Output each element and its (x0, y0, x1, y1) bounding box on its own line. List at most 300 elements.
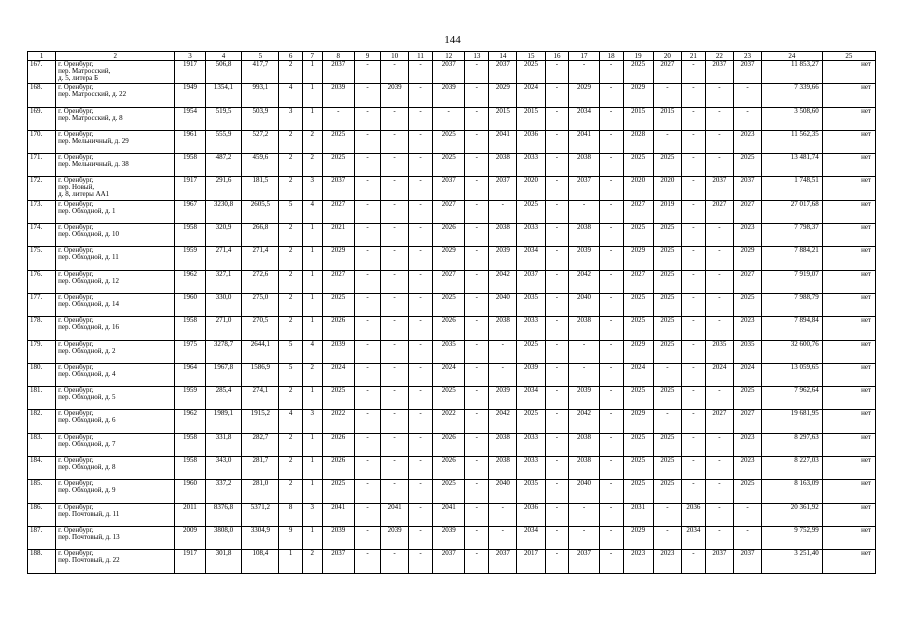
table-cell: 1 (303, 317, 322, 340)
table-cell: - (599, 363, 623, 386)
table-cell: - (409, 387, 433, 410)
table-cell: нет (822, 154, 875, 177)
table-cell: 291,6 (205, 177, 242, 200)
table-cell: 2038 (569, 433, 599, 456)
table-cell: 2025 (653, 293, 681, 316)
table-cell: г. Оренбург, пер. Обходной, д. 4 (56, 363, 175, 386)
table-cell: 3 508,60 (762, 107, 823, 130)
table-cell: - (409, 200, 433, 223)
table-cell: 2039 (322, 340, 354, 363)
table-cell: - (599, 503, 623, 526)
table-cell: 2605,5 (242, 200, 279, 223)
table-cell: 2037 (489, 177, 517, 200)
table-cell: 7 894,84 (762, 317, 823, 340)
table-cell: 5 (279, 363, 303, 386)
table-cell: - (653, 363, 681, 386)
table-cell: 2023 (623, 550, 653, 573)
table-cell: - (545, 317, 569, 340)
table-cell: нет (822, 224, 875, 247)
column-header: 23 (733, 52, 761, 61)
table-cell: нет (822, 433, 875, 456)
table-cell: - (355, 387, 381, 410)
table-cell: 2015 (517, 107, 545, 130)
table-cell: - (489, 200, 517, 223)
table-cell: 2038 (489, 457, 517, 480)
table-cell: - (705, 293, 733, 316)
table-row (28, 154, 876, 177)
table-cell: 2015 (623, 107, 653, 130)
table-cell: 2024 (322, 363, 354, 386)
table-cell: - (355, 84, 381, 107)
table-row (28, 387, 876, 410)
table-cell: - (380, 387, 408, 410)
table-cell: г. Оренбург, пер. Обходной, д. 7 (56, 433, 175, 456)
table-cell: 2029 (733, 247, 761, 270)
table-cell: 2039 (489, 247, 517, 270)
table-cell: 2020 (623, 177, 653, 200)
table-cell: 2022 (322, 410, 354, 433)
table-cell: - (380, 550, 408, 573)
table-cell: 2025 (517, 61, 545, 84)
table-cell: г. Оренбург, пер. Обходной, д. 1 (56, 200, 175, 223)
table-cell: - (380, 247, 408, 270)
table-cell: 527,2 (242, 130, 279, 153)
table-cell: 271,0 (205, 317, 242, 340)
table-cell: - (380, 433, 408, 456)
table-cell: нет (822, 247, 875, 270)
table-cell: г. Оренбург, пер. Обходной, д. 12 (56, 270, 175, 293)
table-cell: 2025 (623, 293, 653, 316)
table-cell: 2037 (432, 61, 464, 84)
table-cell: 3 (279, 107, 303, 130)
table-cell: - (545, 457, 569, 480)
table-cell: 5371,2 (242, 503, 279, 526)
table-cell: нет (822, 317, 875, 340)
table-cell: - (380, 293, 408, 316)
table-cell: - (355, 340, 381, 363)
table-cell: - (355, 480, 381, 503)
table-cell: 1962 (175, 410, 205, 433)
table-cell: - (569, 61, 599, 84)
table-row (28, 526, 876, 549)
table-cell: 2037 (569, 177, 599, 200)
table-cell: 3808,0 (205, 526, 242, 549)
table-cell: 2042 (569, 270, 599, 293)
table-cell: 2041 (432, 503, 464, 526)
table-cell: 2025 (623, 433, 653, 456)
table-cell: - (681, 480, 705, 503)
table-cell: г. Оренбург, пер. Обходной, д. 6 (56, 410, 175, 433)
table-cell: - (409, 107, 433, 130)
column-header: 18 (599, 52, 623, 61)
table-cell: 1917 (175, 61, 205, 84)
table-cell: - (489, 503, 517, 526)
column-header: 2 (56, 52, 175, 61)
table-cell: - (681, 433, 705, 456)
table-cell: 27 017,68 (762, 200, 823, 223)
table-cell: 4 (279, 84, 303, 107)
table-cell: 2 (279, 247, 303, 270)
table-cell: 2025 (322, 293, 354, 316)
table-cell: 1958 (175, 224, 205, 247)
table-cell: 1 (303, 457, 322, 480)
table-cell: - (545, 200, 569, 223)
table-cell: 2025 (517, 410, 545, 433)
table-cell: 2036 (517, 503, 545, 526)
table-cell: 2034 (517, 247, 545, 270)
table-row (28, 84, 876, 107)
table-cell: 274,1 (242, 387, 279, 410)
table-cell: 2019 (653, 200, 681, 223)
table-cell: 2 (279, 293, 303, 316)
table-cell: г. Оренбург, пер. Обходной, д. 5 (56, 387, 175, 410)
table-cell: 2025 (432, 387, 464, 410)
table-cell: - (409, 457, 433, 480)
table-cell: 2025 (733, 293, 761, 316)
table-cell: - (705, 247, 733, 270)
table-cell: 1354,1 (205, 84, 242, 107)
table-cell: - (380, 107, 408, 130)
table-cell: - (545, 224, 569, 247)
table-cell: 179. (28, 340, 56, 363)
table-cell: 1 (303, 61, 322, 84)
table-cell: - (705, 526, 733, 549)
table-cell: 2027 (322, 200, 354, 223)
table-cell: - (355, 433, 381, 456)
table-cell: 188. (28, 550, 56, 573)
table-cell: 2025 (432, 130, 464, 153)
table-cell: - (465, 363, 489, 386)
table-cell: - (465, 177, 489, 200)
table-cell: 8376,8 (205, 503, 242, 526)
column-header: 11 (409, 52, 433, 61)
table-cell: 2025 (322, 480, 354, 503)
table-cell: - (681, 224, 705, 247)
table-cell: 2037 (569, 550, 599, 573)
table-cell: 2039 (517, 363, 545, 386)
table-cell: - (705, 154, 733, 177)
table-cell: - (355, 224, 381, 247)
table-cell: 1 748,51 (762, 177, 823, 200)
table-cell: 1 (279, 550, 303, 573)
table-cell: нет (822, 387, 875, 410)
table-cell: нет (822, 526, 875, 549)
table-cell: - (681, 317, 705, 340)
table-cell: - (380, 480, 408, 503)
table-cell: 2025 (517, 340, 545, 363)
table-cell: 2035 (705, 340, 733, 363)
table-cell: 2025 (733, 154, 761, 177)
table-cell: нет (822, 363, 875, 386)
table-row (28, 480, 876, 503)
table-cell: нет (822, 503, 875, 526)
table-cell: 2038 (569, 317, 599, 340)
table-cell: 1960 (175, 480, 205, 503)
table-cell: 2033 (517, 433, 545, 456)
table-cell: 459,6 (242, 154, 279, 177)
table-cell: - (409, 363, 433, 386)
table-cell: 2039 (380, 526, 408, 549)
table-cell: г. Оренбург, пер. Матросский, д. 22 (56, 84, 175, 107)
table-cell: - (545, 550, 569, 573)
table-cell: 330,0 (205, 293, 242, 316)
table-cell: 2020 (653, 177, 681, 200)
table-cell: - (355, 410, 381, 433)
table-cell: 2024 (432, 363, 464, 386)
table-cell: 2034 (517, 526, 545, 549)
table-cell: 2009 (175, 526, 205, 549)
table-cell: 2029 (623, 84, 653, 107)
table-cell: 3230,8 (205, 200, 242, 223)
table-cell: 2033 (517, 154, 545, 177)
table-cell: - (355, 130, 381, 153)
table-cell: - (599, 130, 623, 153)
table-cell: 2 (279, 224, 303, 247)
table-cell: 9 752,99 (762, 526, 823, 549)
column-header: 4 (205, 52, 242, 61)
table-cell: нет (822, 130, 875, 153)
table-cell: 2023 (733, 317, 761, 340)
table-cell: - (355, 363, 381, 386)
table-cell: нет (822, 457, 875, 480)
table-cell: 2 (303, 130, 322, 153)
table-cell: нет (822, 270, 875, 293)
table-cell: 519,5 (205, 107, 242, 130)
table-cell: - (465, 130, 489, 153)
table-cell: 2025 (623, 224, 653, 247)
table-cell: - (355, 270, 381, 293)
table-cell: - (465, 550, 489, 573)
table-cell: 2025 (653, 457, 681, 480)
header-row (28, 52, 876, 61)
table-cell: 2022 (432, 410, 464, 433)
table-cell: 1958 (175, 317, 205, 340)
table-cell: - (569, 363, 599, 386)
table-cell: 1 (303, 526, 322, 549)
table-cell: 1586,9 (242, 363, 279, 386)
table-cell: - (380, 410, 408, 433)
table-cell: 2037 (489, 61, 517, 84)
table-cell: 2039 (432, 84, 464, 107)
page-number: 144 (444, 34, 461, 46)
table-cell: 2027 (623, 200, 653, 223)
table-cell: - (545, 107, 569, 130)
column-header: 25 (822, 52, 875, 61)
table-cell: 2 (279, 457, 303, 480)
table-cell: 2034 (569, 107, 599, 130)
table-cell: - (599, 107, 623, 130)
table-cell: 7 798,37 (762, 224, 823, 247)
table-cell: 2 (279, 270, 303, 293)
table-cell: 2037 (322, 177, 354, 200)
table-cell: 2029 (489, 84, 517, 107)
table-cell: - (465, 224, 489, 247)
table-cell: - (545, 433, 569, 456)
table-cell: 2035 (432, 340, 464, 363)
table-cell: 2024 (705, 363, 733, 386)
table-cell: - (380, 154, 408, 177)
table-cell: 2 (279, 154, 303, 177)
table-cell: 2042 (489, 270, 517, 293)
table-cell: - (599, 154, 623, 177)
table-cell: 2025 (733, 387, 761, 410)
table-cell: 2040 (569, 293, 599, 316)
table-cell: - (705, 130, 733, 153)
table-cell: 1967 (175, 200, 205, 223)
table-cell: - (569, 503, 599, 526)
table-cell: - (355, 200, 381, 223)
table-cell: 272,6 (242, 270, 279, 293)
table-cell: 2029 (569, 84, 599, 107)
table-cell: - (355, 293, 381, 316)
table-cell: 8 163,09 (762, 480, 823, 503)
table-cell: 2024 (733, 363, 761, 386)
table-cell: - (409, 550, 433, 573)
table-cell: - (599, 526, 623, 549)
table-cell: 2026 (322, 457, 354, 480)
table-cell: - (599, 293, 623, 316)
table-cell: 2025 (322, 130, 354, 153)
table-cell: 2 (303, 154, 322, 177)
table-cell: - (653, 526, 681, 549)
table-cell: - (380, 61, 408, 84)
table-cell: 181. (28, 387, 56, 410)
table-cell: - (653, 503, 681, 526)
table-cell: 301,8 (205, 550, 242, 573)
table-cell: 173. (28, 200, 56, 223)
table-row (28, 107, 876, 130)
table-cell: - (681, 387, 705, 410)
table-cell: 3 (303, 503, 322, 526)
table-cell: 1961 (175, 130, 205, 153)
table-cell: 13 059,65 (762, 363, 823, 386)
table-cell: - (380, 457, 408, 480)
table-cell: 1964 (175, 363, 205, 386)
table-row (28, 550, 876, 573)
table-cell: - (599, 200, 623, 223)
table-cell: 2025 (517, 200, 545, 223)
table-cell: - (380, 177, 408, 200)
table-cell: - (681, 340, 705, 363)
table-row (28, 200, 876, 223)
table-cell: 2 (303, 363, 322, 386)
table-cell: 2025 (623, 387, 653, 410)
table-cell: 555,9 (205, 130, 242, 153)
table-cell: 2037 (432, 550, 464, 573)
table-cell: - (545, 270, 569, 293)
table-cell: - (681, 107, 705, 130)
table-cell: 2037 (733, 550, 761, 573)
table-cell: - (380, 224, 408, 247)
table-cell: - (409, 154, 433, 177)
table-cell: 5 (279, 340, 303, 363)
table-cell: г. Оренбург, пер. Обходной, д. 2 (56, 340, 175, 363)
table-cell: г. Оренбург, пер. Обходной, д. 8 (56, 457, 175, 480)
table-cell: 327,1 (205, 270, 242, 293)
table-cell: - (681, 293, 705, 316)
table-cell: - (569, 200, 599, 223)
table-cell: - (380, 340, 408, 363)
table-cell: 2025 (653, 154, 681, 177)
table-cell: - (599, 177, 623, 200)
table-cell: нет (822, 177, 875, 200)
table-cell: 2025 (432, 480, 464, 503)
table-cell: 1958 (175, 457, 205, 480)
table-cell: 2 (279, 317, 303, 340)
table-cell: 2039 (322, 84, 354, 107)
table-cell: 2041 (489, 130, 517, 153)
table-cell: 2035 (733, 340, 761, 363)
table-row (28, 247, 876, 270)
table-cell: г. Оренбург, пер. Матросский, д. 5, литера Б (56, 61, 175, 84)
table-cell: - (409, 410, 433, 433)
table-cell: 5 (279, 200, 303, 223)
table-cell: 2020 (517, 177, 545, 200)
table-cell: - (681, 200, 705, 223)
table-cell: - (355, 503, 381, 526)
table-cell: 2033 (517, 457, 545, 480)
column-header: 7 (303, 52, 322, 61)
table-cell: 2038 (569, 154, 599, 177)
table-cell: 993,1 (242, 84, 279, 107)
table-cell: - (409, 480, 433, 503)
table-cell: 2037 (705, 550, 733, 573)
table-cell: - (681, 130, 705, 153)
table-cell: 2023 (733, 457, 761, 480)
table-cell: - (355, 154, 381, 177)
table-cell: - (705, 317, 733, 340)
table-cell: 2026 (432, 433, 464, 456)
table-cell: 281,0 (242, 480, 279, 503)
table-cell: - (409, 270, 433, 293)
table-cell: 183. (28, 433, 56, 456)
table-cell: 2039 (569, 387, 599, 410)
table-cell: - (599, 84, 623, 107)
table-cell: - (409, 84, 433, 107)
table-cell: 1962 (175, 270, 205, 293)
table-cell: 1 (303, 107, 322, 130)
column-header: 10 (380, 52, 408, 61)
table-cell: - (355, 61, 381, 84)
table-cell: нет (822, 293, 875, 316)
table-cell: - (705, 480, 733, 503)
table-cell: 2034 (681, 526, 705, 549)
table-cell: - (545, 363, 569, 386)
table-cell: 2037 (322, 550, 354, 573)
table-cell: 175. (28, 247, 56, 270)
table-cell: 343,0 (205, 457, 242, 480)
table-cell: 2 (279, 177, 303, 200)
table-row (28, 61, 876, 84)
table-cell: - (465, 154, 489, 177)
table-cell: - (569, 340, 599, 363)
table-row (28, 457, 876, 480)
table-cell: - (545, 410, 569, 433)
table-cell: - (355, 107, 381, 130)
table-cell: 4 (303, 200, 322, 223)
table-cell: 320,9 (205, 224, 242, 247)
table-cell: 8 227,03 (762, 457, 823, 480)
table-cell: 2042 (489, 410, 517, 433)
table-cell: 2039 (380, 84, 408, 107)
table-cell: 7 339,66 (762, 84, 823, 107)
column-header: 17 (569, 52, 599, 61)
table-cell: 2029 (623, 410, 653, 433)
table-cell: 2039 (322, 526, 354, 549)
table-row (28, 433, 876, 456)
table-cell: г. Оренбург, пер. Мельничный, д. 29 (56, 130, 175, 153)
table-cell: - (465, 61, 489, 84)
